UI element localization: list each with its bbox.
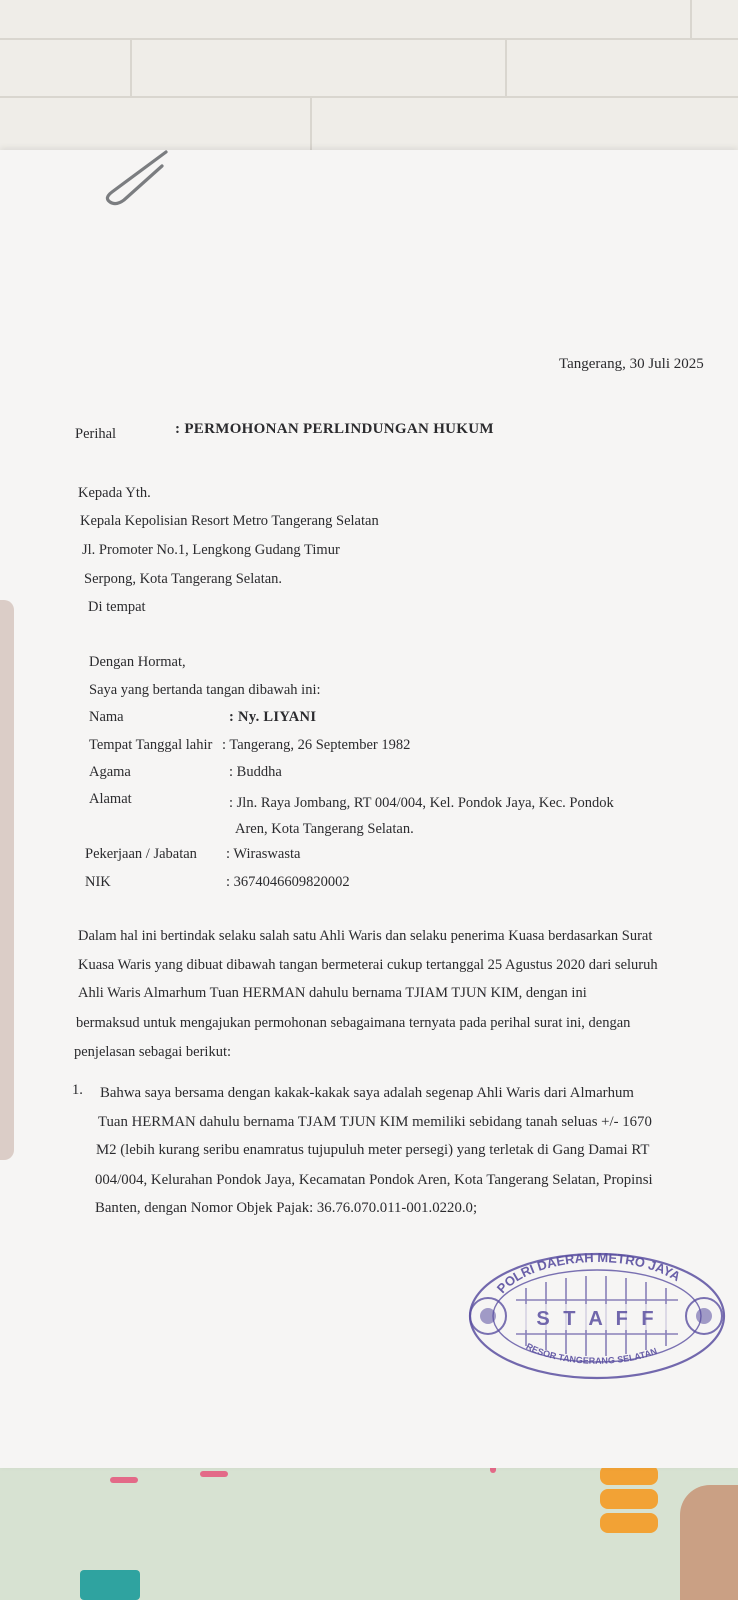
body-line: Ahli Waris Almarhum Tuan HERMAN dahulu bernama TJIAM TJUN KIM, dengan ini [78, 985, 587, 1001]
nik-label: NIK [85, 874, 111, 890]
background-floor [0, 1455, 738, 1600]
nama-label: Nama [89, 709, 124, 725]
body-line: Kuasa Waris yang dibuat dibawah tangan bermeterai cukup tertanggal 25 Agustus 2020 dari seluruh [78, 957, 658, 973]
nama-value: : Ny. LIYANI [229, 709, 317, 725]
alamat-value-1: : Jln. Raya Jombang, RT 004/004, Kel. Pondok Jaya, Kec. Pondok [229, 795, 614, 811]
stamp-bottom-text: RESOR TANGERANG SELATAN [524, 1341, 659, 1366]
thumb-shadow [0, 600, 14, 1160]
point-number: 1. [72, 1082, 83, 1098]
ttl-label: Tempat Tanggal lahir [89, 737, 213, 753]
point-line: 004/004, Kelurahan Pondok Jaya, Kecamatan Pondok Aren, Kota Tangerang Selatan, Propinsi [95, 1172, 653, 1188]
recipient-line: Serpong, Kota Tangerang Selatan. [84, 571, 283, 587]
point-line: Tuan HERMAN dahulu bernama TJAM TJUN KIM memiliki sebidang tanah seluas +/- 1670 [98, 1114, 652, 1130]
body-line: penjelasan sebagai berikut: [74, 1044, 232, 1060]
intro-line: Saya yang bertanda tangan dibawah ini: [89, 682, 321, 698]
greeting: Dengan Hormat, [89, 654, 186, 670]
nik-value: : 3674046609820002 [226, 874, 350, 890]
police-stamp [466, 1250, 728, 1382]
pekerjaan-value: : Wiraswasta [226, 846, 301, 862]
recipient-line: Kepala Kepolisian Resort Metro Tangerang Selatan [80, 513, 379, 529]
point-line: Banten, dengan Nomor Objek Pajak: 36.76.070.011-001.0220.0; [95, 1200, 478, 1216]
pekerjaan-label: Pekerjaan / Jabatan [85, 846, 197, 862]
point-line: M2 (lebih kurang seribu enamratus tujupuluh meter persegi) yang terletak di Gang Damai RT [96, 1142, 650, 1158]
ttl-value: : Tangerang, 26 September 1982 [222, 737, 411, 753]
subject-value: : PERMOHONAN PERLINDUNGAN HUKUM [175, 421, 494, 437]
recipient-line: Di tempat [88, 599, 146, 615]
agama-label: Agama [89, 764, 131, 780]
alamat-label: Alamat [89, 791, 132, 807]
point-line: Bahwa saya bersama dengan kakak-kakak saya adalah segenap Ahli Waris dari Almarhum [100, 1085, 634, 1101]
alamat-value-2: Aren, Kota Tangerang Selatan. [235, 821, 414, 837]
recipient-line: Jl. Promoter No.1, Lengkong Gudang Timur [82, 542, 340, 558]
subject-label: Perihal [75, 426, 117, 442]
body-line: Dalam hal ini bertindak selaku salah satu Ahli Waris dan selaku penerima Kuasa berdasarkan Surat [78, 928, 653, 944]
body-line: bermaksud untuk mengajukan permohonan sebagaimana ternyata pada perihal surat ini, dengan [76, 1015, 631, 1031]
stamp-middle-text: S T A F F [536, 1308, 658, 1330]
paper-clip-icon [96, 148, 176, 208]
recipient-line: Kepada Yth. [78, 485, 151, 501]
agama-value: : Buddha [229, 764, 282, 780]
letter-date: Tangerang, 30 Juli 2025 [559, 356, 704, 372]
stamp-top-text: POLRI DAERAH METRO JAYA [493, 1250, 684, 1297]
